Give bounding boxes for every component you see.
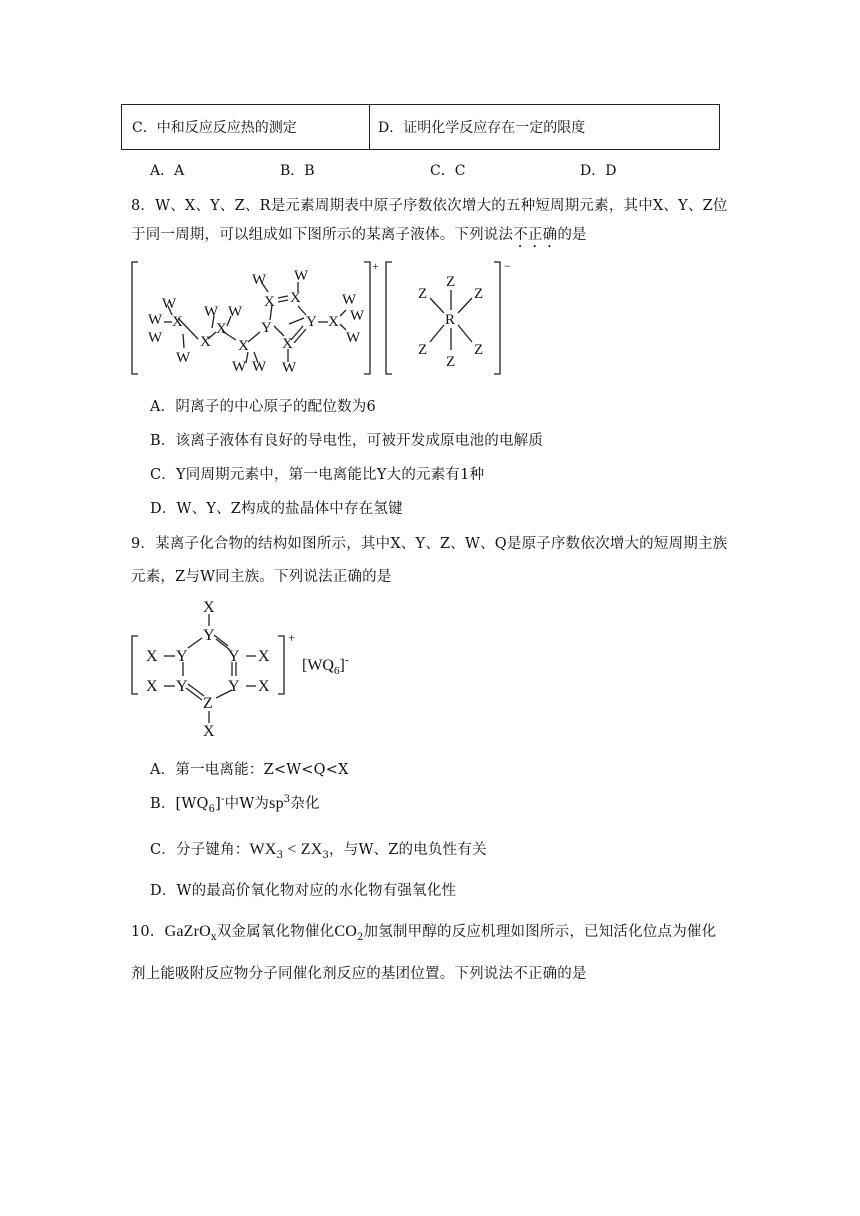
atom-x2: X: [200, 334, 211, 350]
atom-w: W: [228, 304, 243, 320]
atom-x5: X: [264, 294, 275, 310]
q8-option-d: D．W、Y、Z构成的盐晶体中存在氢键: [150, 501, 403, 517]
atom-w: W: [252, 359, 267, 375]
cation-left-bracket: [132, 636, 138, 694]
q8-structure-figure: [128, 258, 520, 380]
q10-stem-line1: 10．GaZrO$_x$双金属氧化物催化$CO_2$加氢制甲醇的反应机理如图所示，已知活化位点为催化: [131, 923, 717, 943]
atom-w: W: [176, 350, 191, 366]
atom-y: Y: [176, 678, 188, 695]
atom-z: Z: [446, 274, 456, 290]
atom-x: X: [146, 648, 158, 665]
q9-option-d: D．W的最高价氧化物对应的水化物有强氧化性: [150, 883, 457, 899]
atom-x7: X: [282, 336, 293, 352]
table-cell-d: D．证明化学反应存在一定的限度: [378, 120, 586, 136]
atom-w: W: [346, 330, 361, 346]
q7-option-b: B．B: [280, 163, 315, 179]
q9-option-c: C．分子键角：$WX_3 < ZX_3$，与W、Z的电负性有关: [150, 841, 487, 861]
anion-right-bracket: [494, 262, 500, 374]
atom-w: W: [294, 268, 309, 284]
atom-x: X: [146, 678, 158, 695]
anion-left-bracket: [386, 262, 392, 374]
atom-x1: X: [172, 314, 183, 330]
anion-formula: $[WQ_6]^-$: [302, 654, 349, 677]
atom-x: X: [258, 678, 270, 695]
atom-x-top: X: [203, 599, 215, 616]
atom-z: Z: [203, 695, 213, 712]
q8-option-c: C．Y同周期元素中，第一电离能比Y大的元素有1种: [150, 467, 485, 483]
cation-charge: +: [372, 259, 379, 273]
atom-z: Z: [474, 342, 484, 358]
atom-y-top: Y: [203, 627, 215, 644]
atom-z: Z: [474, 286, 484, 302]
atom-y: Y: [228, 648, 240, 665]
emphasis-not-correct: 不正确: [513, 227, 558, 243]
atom-x6: X: [290, 290, 301, 306]
q7-option-a: A．A: [150, 163, 185, 179]
atom-r: R: [445, 312, 456, 328]
atom-w: W: [232, 359, 247, 375]
atom-z: Z: [418, 286, 428, 302]
q8-option-a: A．阴离子的中心原子的配位数为6: [150, 399, 376, 415]
q8-stem-line1: 8．W、X、Y、Z、R是元素周期表中原子序数依次增大的五种短周期元素，其中X、Y、Z位: [131, 198, 728, 214]
q10-stem-line2: 剂上能吸附反应物分子同催化剂反应的基团位置。下列说法不正确的是: [131, 966, 587, 982]
atom-y2: Y: [306, 314, 317, 330]
options-table: [121, 104, 720, 150]
q8-stem-line2: 于同一周期，可以组成如下图所示的某离子液体。下列说法不正确的是: [131, 227, 587, 243]
cation-left-bracket: [132, 262, 138, 374]
q9-option-a: A．第一电离能：Z<W<Q<X: [150, 762, 349, 778]
atom-y: Y: [176, 648, 188, 665]
atom-x3: X: [216, 321, 227, 337]
q9-structure-figure: [128, 598, 368, 740]
cation-charge: +: [288, 630, 296, 645]
q9-stem-line1: 9．某离子化合物的结构如图所示，其中X、Y、Z、W、Q是原子序数依次增大的短周期主族: [131, 536, 728, 552]
atom-x-bottom: X: [203, 723, 215, 740]
atom-y: Y: [228, 678, 240, 695]
atom-w: W: [252, 272, 267, 288]
anion-charge: −: [504, 259, 511, 273]
q7-option-c: C．C: [430, 163, 466, 179]
atom-z: Z: [446, 354, 456, 370]
atom-w: W: [342, 292, 357, 308]
q8-option-b: B．该离子液体有良好的导电性，可被开发成原电池的电解质: [150, 433, 544, 449]
cation-right-bracket: [278, 636, 284, 694]
atom-x8: X: [328, 314, 339, 330]
atom-w: W: [148, 330, 163, 346]
q7-option-d: D．D: [580, 163, 617, 179]
atom-w: W: [282, 360, 297, 376]
table-cell-c: C．中和反应反应热的测定: [122, 105, 370, 149]
atom-w: W: [148, 312, 163, 328]
cation-right-bracket: [364, 262, 370, 374]
atom-w: W: [162, 296, 177, 312]
atom-x: X: [258, 648, 270, 665]
atom-y1: Y: [261, 320, 272, 336]
atom-x4: X: [238, 338, 249, 354]
atom-w: W: [350, 308, 365, 324]
q9-stem-line2: 元素，Z与W同主族。下列说法正确的是: [131, 569, 392, 585]
q9-option-b: B．$[WQ_6]^-$中W为$sp^3$杂化: [150, 794, 320, 815]
atom-w: W: [204, 304, 219, 320]
atom-z: Z: [418, 342, 428, 358]
